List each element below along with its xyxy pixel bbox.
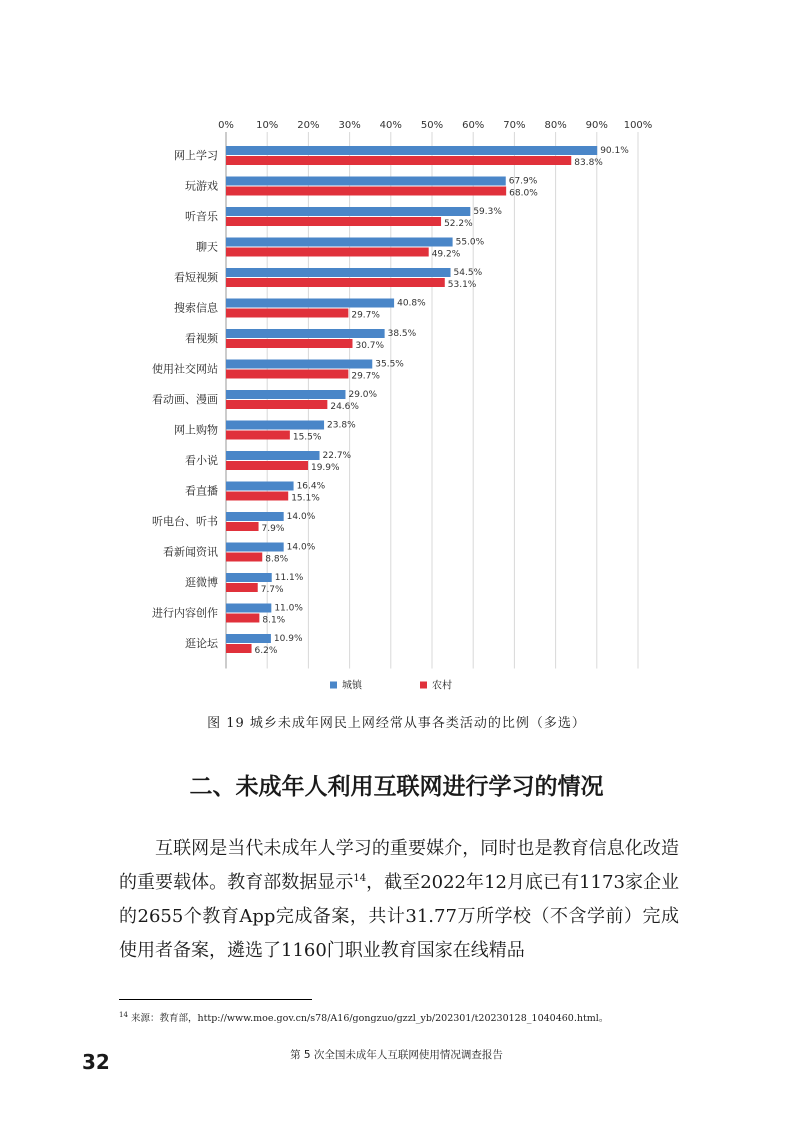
bar-urban [226, 421, 324, 430]
x-tick-label: 40% [379, 120, 402, 131]
footnote [119, 1010, 719, 1024]
value-label-urban: 11.1% [274, 573, 304, 583]
value-label-urban: 38.5% [387, 329, 417, 339]
category-label: 听音乐 [185, 210, 218, 223]
category-label: 看动画、漫画 [152, 393, 218, 406]
category-label: 进行内容创作 [152, 606, 218, 620]
bar-rural [226, 522, 259, 531]
x-tick-label: 70% [503, 120, 526, 131]
value-label-rural: 29.7% [351, 371, 380, 382]
legend-swatch [420, 682, 427, 689]
bar-urban [226, 177, 506, 186]
value-label-urban: 67.9% [508, 176, 538, 187]
value-label-rural: 49.2% [431, 249, 461, 260]
page-number: 32 [82, 1050, 110, 1074]
value-label-rural: 68.0% [509, 188, 538, 199]
category-label: 网上学习 [174, 149, 218, 162]
footnote-ref[interactable]: 14 [353, 873, 367, 884]
bar-rural [226, 278, 445, 287]
footnote-text: 来源：教育部，http://www.moe.gov.cn/s78/A16/gongzuo/gzzl_yb/202301/t20230128_1040460.html。 [130, 1013, 609, 1024]
x-tick-label: 90% [585, 120, 608, 131]
paragraph-text-part2: ，截至2022年12月底已有1173家企业的2655个教育App完成备案，共计31.77万所学校（不含学前）完成使用者备案，遴选了1160门职业教育国家在线精品 [119, 872, 679, 961]
bar-rural [226, 553, 262, 562]
bar-rural [226, 431, 290, 440]
value-label-rural: 8.8% [265, 554, 289, 565]
bar-urban [226, 604, 271, 613]
bar-rural [226, 339, 352, 348]
x-tick-label: 80% [544, 120, 567, 131]
value-label-urban: 22.7% [322, 451, 352, 461]
x-axis-ticks [218, 120, 652, 131]
value-label-rural: 15.1% [291, 493, 320, 504]
value-label-urban: 55.0% [455, 237, 485, 248]
value-label-urban: 23.8% [327, 420, 356, 431]
bar-urban [226, 573, 272, 582]
bar-urban [226, 360, 372, 369]
category-label: 使用社交网站 [152, 362, 218, 376]
running-footer: 第 5 次全国未成年人互联网使用情况调查报告 [290, 1049, 503, 1061]
bar-rural [226, 370, 348, 379]
x-tick-label: 20% [297, 120, 320, 131]
value-label-urban: 54.5% [453, 268, 483, 278]
value-label-rural: 15.5% [292, 432, 322, 443]
category-label: 看新闻资讯 [163, 545, 218, 559]
bar-urban [226, 299, 394, 308]
value-label-urban: 11.0% [274, 603, 303, 614]
bar-urban [226, 268, 451, 277]
value-label-rural: 8.1% [262, 615, 286, 626]
value-label-urban: 16.4% [296, 481, 326, 492]
bar-rural [226, 461, 308, 470]
value-label-rural: 7.9% [261, 524, 285, 534]
x-tick-label: 60% [462, 120, 485, 131]
footnote-divider [119, 999, 312, 1000]
bar-rural [226, 614, 259, 623]
value-label-urban: 14.0% [286, 512, 316, 522]
paragraph-text-part1: 互联网是当代未成年人学习的重要媒介，同时也是教育信息化改造的重要载体。教育部数据显示 [119, 838, 679, 893]
legend-swatch [330, 682, 337, 689]
x-tick-label: 30% [338, 120, 361, 131]
value-label-rural: 30.7% [355, 341, 385, 351]
bar-urban [226, 451, 320, 460]
category-label: 看视频 [185, 332, 218, 345]
bar-urban [226, 146, 597, 155]
figure-caption: 图 19 城乡未成年网民上网经常从事各类活动的比例（多选） [207, 716, 586, 731]
bar-rural [226, 583, 258, 592]
chart-legend [330, 679, 452, 692]
bar-rural [226, 309, 348, 318]
value-label-rural: 52.2% [444, 219, 473, 229]
value-label-rural: 7.7% [260, 585, 284, 595]
bar-urban [226, 482, 294, 491]
bar-rural [226, 248, 429, 257]
x-tick-label: 100% [623, 120, 653, 131]
value-label-rural: 24.6% [330, 402, 359, 412]
category-label: 看直播 [185, 484, 218, 498]
category-label: 搜索信息 [174, 301, 218, 315]
value-label-urban: 14.0% [286, 542, 316, 553]
section-title: 二、未成年人利用互联网进行学习的情况 [189, 774, 604, 800]
bar-rural [226, 217, 441, 226]
value-label-rural: 19.9% [310, 463, 340, 473]
category-label: 听电台、听书 [152, 515, 218, 528]
footnote-number: 14 [119, 1010, 128, 1019]
x-tick-label: 10% [256, 120, 279, 131]
category-label: 网上购物 [174, 423, 218, 437]
bar-rural [226, 492, 288, 501]
bar-rural [226, 187, 506, 196]
category-label: 聊天 [196, 240, 218, 254]
bar-rural [226, 644, 252, 653]
bar-urban [226, 634, 271, 643]
legend-label: 农村 [432, 680, 452, 692]
category-label: 看小说 [185, 454, 218, 467]
value-label-rural: 6.2% [254, 646, 278, 656]
category-label: 逛论坛 [185, 637, 218, 650]
activity-bar-chart [130, 112, 660, 692]
value-label-urban: 10.9% [273, 634, 303, 644]
x-tick-label: 50% [420, 120, 444, 131]
value-label-rural: 83.8% [574, 158, 603, 168]
bar-urban [226, 238, 453, 247]
body-paragraph [119, 832, 679, 968]
bar-urban [226, 207, 470, 216]
value-label-urban: 40.8% [397, 298, 426, 309]
category-label: 看短视频 [174, 271, 218, 284]
value-label-urban: 90.1% [600, 146, 629, 156]
legend-label: 城镇 [342, 680, 362, 692]
value-label-urban: 35.5% [375, 359, 404, 370]
value-label-rural: 29.7% [351, 310, 380, 321]
value-label-urban: 59.3% [473, 207, 502, 217]
bar-urban [226, 329, 385, 338]
bar-urban [226, 390, 345, 399]
bar-urban [226, 512, 284, 521]
x-tick-label: 0% [218, 120, 234, 131]
category-label: 逛微博 [185, 576, 218, 589]
category-label: 玩游戏 [185, 179, 218, 193]
bar-rural [226, 156, 571, 165]
bar-rural [226, 400, 327, 409]
value-label-rural: 53.1% [447, 280, 477, 290]
value-label-urban: 29.0% [348, 390, 378, 400]
bar-urban [226, 543, 284, 552]
